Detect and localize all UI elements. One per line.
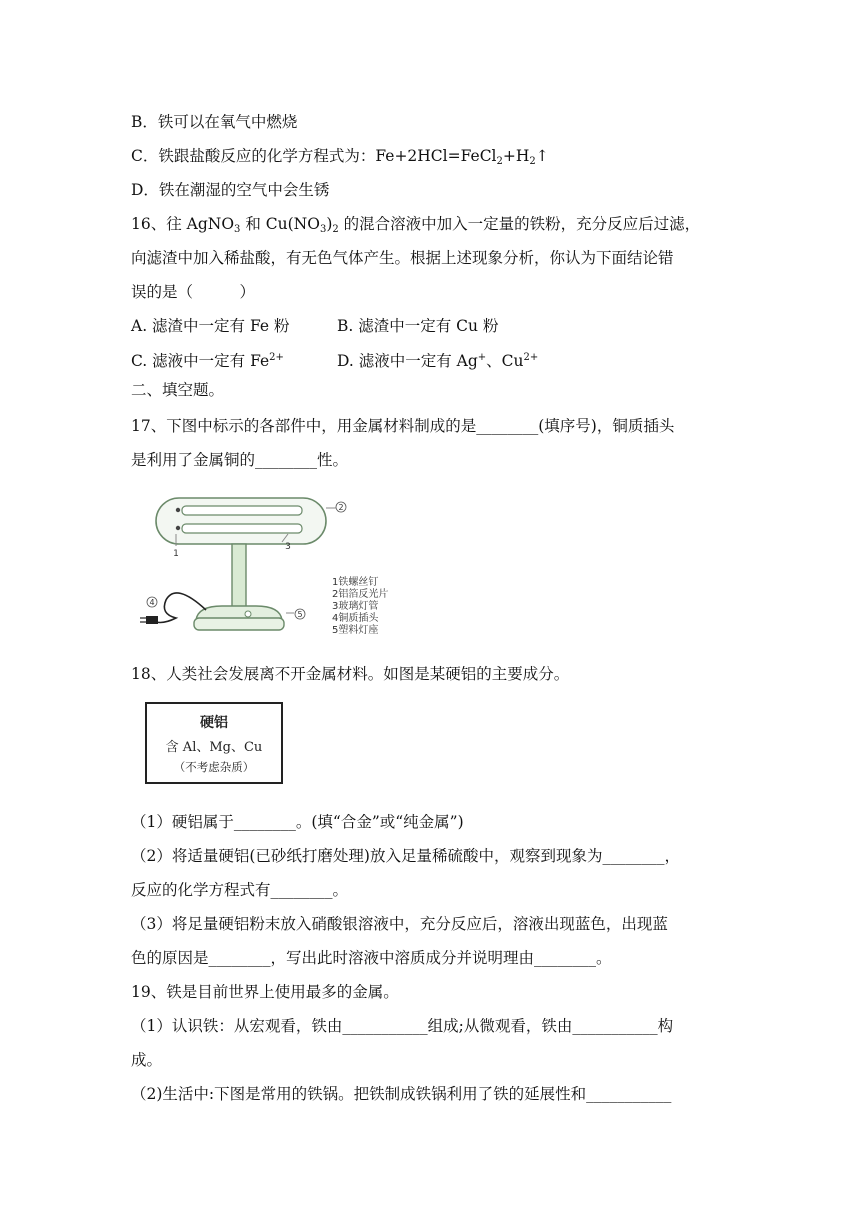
box-note: （不考虑杂质）: [173, 760, 255, 774]
lamp-marker-3: 3: [285, 542, 291, 552]
q17-line1: 17、下图中标示的各部件中，用金属材料制成的是________(填序号)，铜质插头: [131, 417, 675, 435]
q16-option-b: B. 滤渣中一定有 Cu 粉: [337, 317, 499, 335]
q18-part2-line2: 反应的化学方程式有________。: [131, 881, 349, 899]
section-fill-in-title: 二、填空题。: [131, 381, 225, 399]
q17-line2: 是利用了金属铜的________性。: [131, 451, 349, 469]
q18-part1: （1）硬铝属于________。(填“合金”或“纯金属”): [131, 813, 464, 831]
q19-part2-line1: （2)生活中:下图是常用的铁锅。把铁制成铁锅利用了铁的延展性和___________: [131, 1085, 672, 1103]
hard-aluminum-box: [145, 702, 283, 784]
q18-part3-line2: 色的原因是________，写出此时溶液中溶质成分并说明理由________。: [131, 949, 612, 967]
q16-stem-line3: 误的是（ ）: [131, 283, 256, 301]
q16-stem-line2: 向滤渣中加入稀盐酸，有无色气体产生。根据上述现象分析，你认为下面结论错: [131, 249, 674, 267]
q15-option-c: C．铁跟盐酸反应的化学方程式为：$Fe+2HCl=FeCl_2+H_2↑$: [131, 147, 549, 167]
q15-option-b: B．铁可以在氧气中燃烧: [131, 113, 298, 131]
lamp-marker-1: 1: [173, 549, 179, 559]
q18-part3-line1: （3）将足量硬铝粉末放入硝酸银溶液中，充分反应后，溶液出现蓝色，出现蓝: [131, 915, 668, 933]
lamp-legend-2: 2铝箔反光片: [332, 589, 389, 600]
q18-part2-line1: （2）将适量硬铝(已砂纸打磨处理)放入足量稀硫酸中，观察到现象为________，: [131, 847, 680, 865]
lamp-marker-5: 5: [297, 610, 303, 619]
q19-part1-line1: （1）认识铁：从宏观看，铁由___________组成;从微观看，铁由___________构: [131, 1017, 674, 1035]
q15-option-d: D．铁在潮湿的空气中会生锈: [131, 181, 330, 199]
desk-lamp-figure: [136, 490, 396, 644]
box-title: 硬铝: [200, 715, 228, 731]
q19-stem: 19、铁是目前世界上使用最多的金属。: [131, 983, 399, 1001]
q16-option-a: A. 滤渣中一定有 Fe 粉: [131, 317, 290, 335]
q16-stem-line1: 16、往 AgNO$_3$ 和 $Cu(NO_3)_2$ 的混合溶液中加入一定量的铁粉，充分反应后过滤，: [131, 215, 701, 235]
lamp-legend-5: 5塑料灯座: [332, 625, 379, 636]
q16-option-c: C. 滤液中一定有 $Fe^{2+}$: [131, 352, 284, 370]
box-content: 含 Al、Mg、Cu: [165, 740, 263, 755]
lamp-marker-4: 4: [149, 598, 155, 607]
lamp-marker-2: 2: [338, 503, 344, 512]
q19-part1-line2: 成。: [131, 1051, 163, 1069]
lamp-legend-3: 3玻璃灯管: [332, 601, 379, 612]
q18-stem: 18、人类社会发展离不开金属材料。如图是某硬铝的主要成分。: [131, 665, 570, 683]
lamp-legend-1: 1铁螺丝钉: [332, 577, 379, 588]
q16-option-d: D. 滤液中一定有 Ag+、$Cu^{2+}$: [337, 352, 539, 370]
lamp-legend-4: 4铜质插头: [332, 613, 379, 624]
